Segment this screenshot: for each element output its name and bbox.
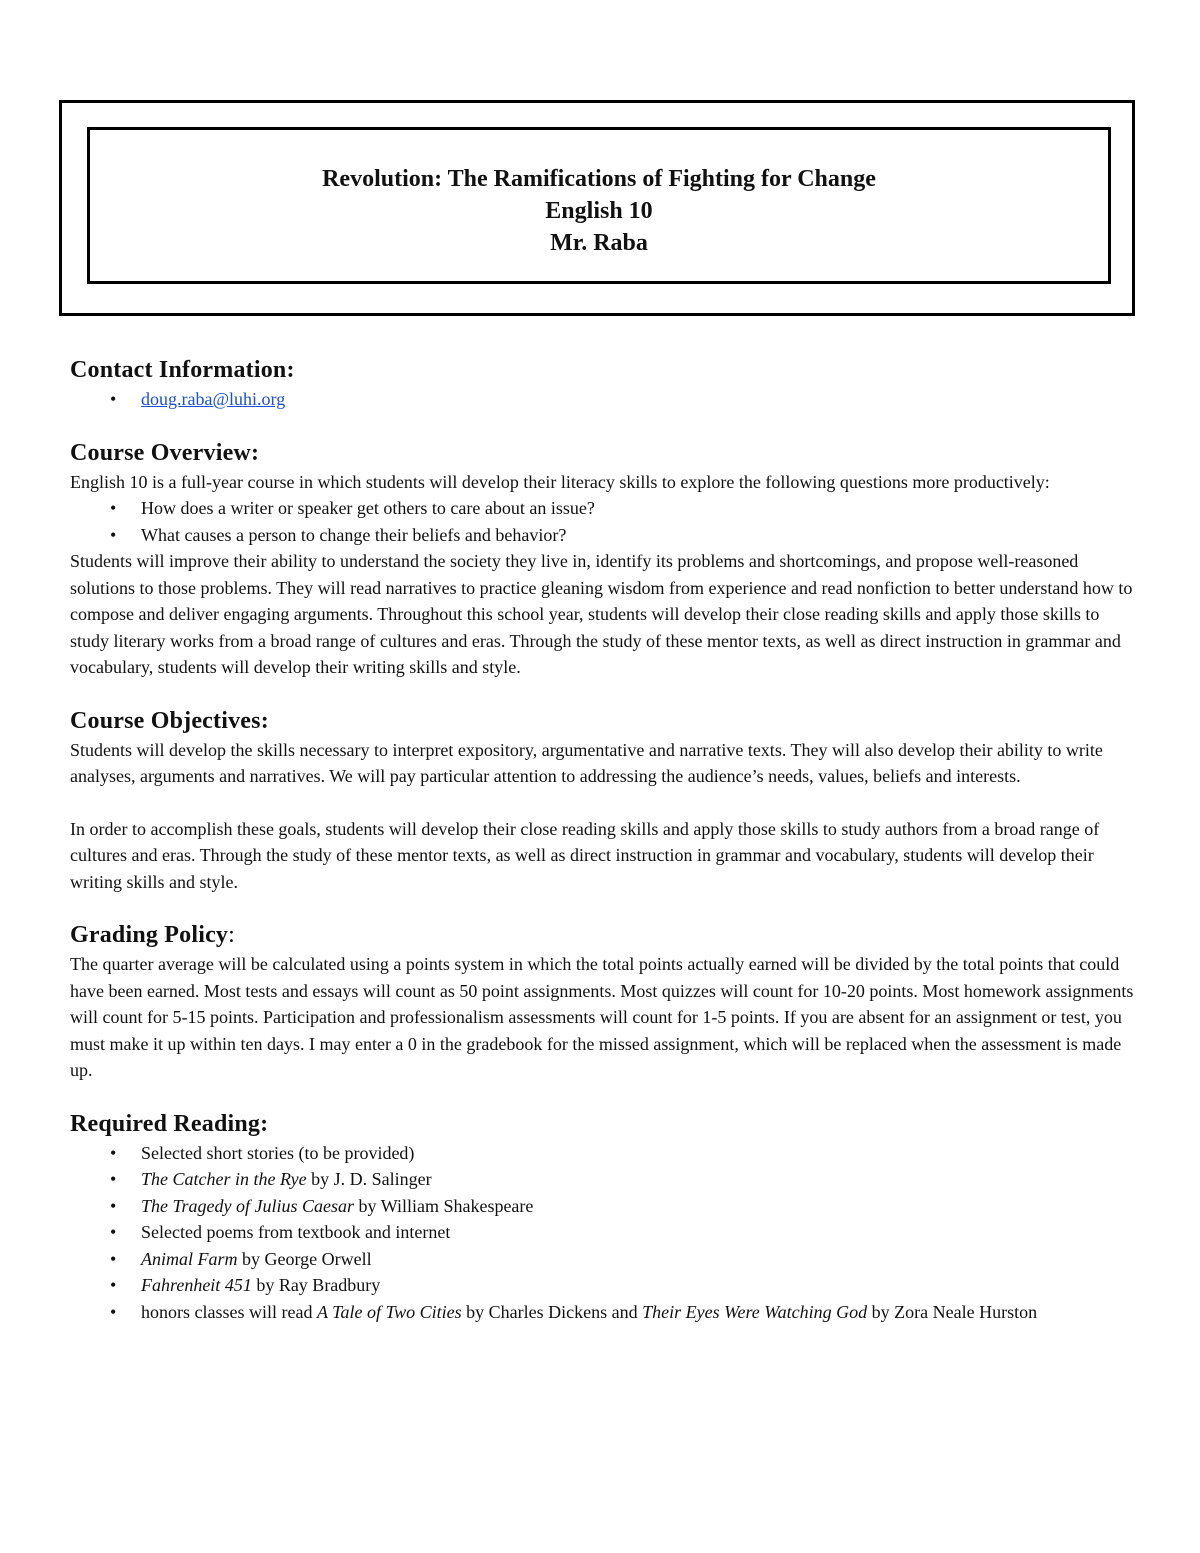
list-item	[70, 1140, 1140, 1167]
bullet-icon: •	[110, 1275, 117, 1295]
reading-section	[70, 1108, 1140, 1326]
list-item	[70, 1166, 1140, 1193]
overview-heading: Course Overview:	[70, 439, 260, 466]
list-item	[70, 495, 1140, 522]
grading-heading-colon: :	[228, 922, 236, 948]
book-author: by J. D. Salinger	[306, 1169, 432, 1189]
question-text: What causes a person to change their beliefs and behavior?	[141, 524, 567, 545]
book-title: Animal Farm	[141, 1248, 238, 1269]
grading-body: The quarter average will be calculated using a points system in which the total points actually earned will be divided by the total points that could have been earned. Most tests and essays will count as 50 point assignments. Most quizzes will count for 10-20 points. Most homework assignments will count for 5-15 points. Participation and professionalism assessments will count for 1-5 points. If you are absent for an assignment or test, you must make it up within ten days. I may enter a 0 in the gradebook for the missed assignment, which will be replaced when the assessment is made up.	[70, 954, 1134, 1080]
book-author: by Ray Bradbury	[251, 1275, 381, 1295]
course-name: English 10	[545, 198, 653, 224]
bullet-icon: •	[110, 524, 117, 545]
reading-text: Selected short stories (to be provided)	[141, 1142, 415, 1163]
honors-text: by Charles Dickens and	[461, 1301, 643, 1322]
reading-list	[70, 1140, 1140, 1326]
list-item	[70, 386, 1140, 413]
reading-heading: Required Reading:	[70, 1110, 269, 1137]
title-block	[87, 163, 1111, 259]
grading-section	[70, 919, 1140, 1084]
document-title: Revolution: The Ramifications of Fighting for Change	[322, 166, 876, 192]
list-item	[70, 1272, 1140, 1299]
list-item	[70, 1219, 1140, 1246]
objectives-heading: Course Objectives:	[70, 707, 269, 734]
bullet-icon: •	[110, 1301, 117, 1322]
contact-heading: Contact Information:	[70, 357, 295, 383]
overview-questions	[70, 495, 1140, 548]
honors-text: honors classes will read	[141, 1301, 317, 1322]
book-author: by William Shakespeare	[354, 1195, 534, 1216]
bullet-icon: •	[110, 1142, 117, 1163]
syllabus-content	[70, 354, 1140, 1325]
list-item	[70, 1193, 1140, 1220]
reading-text: Selected poems from textbook and internet	[141, 1222, 451, 1242]
book-title: Fahrenheit 451	[141, 1275, 252, 1295]
grading-heading	[70, 919, 1140, 951]
overview-body: Students will improve their ability to understand the society they live in, identify its problems and shortcomings, and propose well-reasoned solutions to those problems. They will read narratives to practice gleaning wisdom from experience and read nonfiction to better understand how to compose and deliver engaging arguments. Throughout this school year, students will develop their close reading skills and apply those skills to study literary works from a broad range of cultures and eras. Through the study of these mentor texts, as well as direct instruction in grammar and vocabulary, students will develop their writing skills and style.	[70, 551, 1133, 677]
bullet-icon: •	[110, 1195, 117, 1216]
list-item	[70, 1299, 1140, 1326]
book-title: The Tragedy of Julius Caesar	[141, 1195, 355, 1216]
book-title: Their Eyes Were Watching God	[642, 1301, 868, 1322]
bullet-icon: •	[110, 498, 117, 518]
list-item	[70, 1246, 1140, 1273]
contact-list	[70, 386, 1140, 413]
objectives-paragraph-2: In order to accomplish these goals, students will develop their close reading skills and apply those skills to study authors from a broad range of cultures and eras. Through the study of these mentor texts, as well as direct instruction in grammar and vocabulary, students will develop their writing skills and style.	[70, 818, 1100, 892]
bullet-icon: •	[110, 1169, 117, 1189]
book-author: by Zora Neale Hurston	[867, 1301, 1038, 1322]
grading-heading-text: Grading Policy	[70, 922, 229, 948]
objectives-paragraph-1: Students will develop the skills necessary to interpret expository, argumentative and narrative texts. They will also develop their ability to write analyses, arguments and narratives. We will pay particular attention to addressing the audience’s needs, values, beliefs and interests.	[70, 739, 1103, 786]
email-link[interactable]: doug.raba@luhi.org	[141, 389, 286, 409]
teacher-name: Mr. Raba	[550, 230, 648, 256]
question-text: How does a writer or speaker get others to care about an issue?	[141, 498, 595, 518]
overview-intro: English 10 is a full-year course in which students will develop their literacy skills to explore the following questions more productively:	[70, 471, 1050, 492]
book-author: by George Orwell	[237, 1248, 372, 1269]
list-item	[70, 522, 1140, 549]
bullet-icon: •	[110, 389, 117, 409]
contact-section	[70, 354, 1140, 413]
bullet-icon: •	[110, 1248, 117, 1269]
book-title: The Catcher in the Rye	[141, 1169, 307, 1189]
objectives-section	[70, 705, 1140, 896]
bullet-icon: •	[110, 1222, 117, 1242]
overview-section	[70, 437, 1140, 681]
book-title: A Tale of Two Cities	[316, 1301, 462, 1322]
